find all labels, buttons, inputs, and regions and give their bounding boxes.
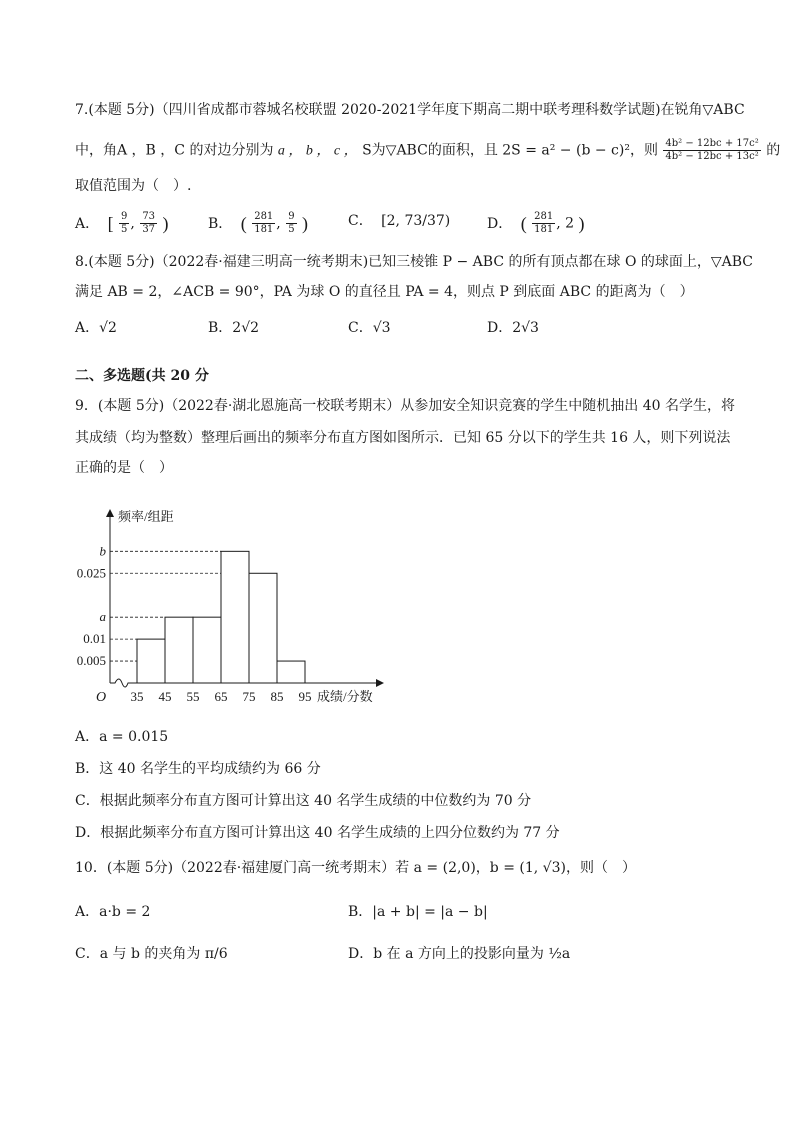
- y-tick-label-2: a: [99, 609, 106, 625]
- x-tick-label-75: 75: [242, 689, 256, 704]
- q9-option-d: D．根据此频率分布直方图可计算出这 40 名学生成绩的上四分位数约为 77 分: [75, 825, 560, 841]
- q9-option-a: A．a = 0.015: [75, 729, 169, 745]
- q7-line2-b: S为▽ABC的面积，且 2S = a² − (b − c)²，则: [362, 142, 658, 159]
- q8-option-b: B．2√2: [208, 320, 260, 336]
- q7-option-b: B． ( $\frac{281}{181}$ , $\frac{9}{5}$ ): [208, 211, 309, 235]
- q7-fraction: [663, 138, 760, 163]
- x-tick-label-95: 95: [298, 689, 312, 704]
- q10-line1: 10．(本题 5分)（2022春·福建厦门高一统考期末）若 a = (2,0)，b = (1, √3)，则（ ）: [75, 860, 636, 876]
- q8-line1: 8.(本题 5分)（2022春·福建三明高一统考期末)已知三棱锥 P − ABC 的所有顶点都在球 O 的球面上，▽ABC: [75, 254, 754, 270]
- x-tick-label-85: 85: [270, 689, 284, 704]
- q8-option-c: C．√3: [348, 320, 391, 336]
- q9-line1: 9．(本题 5分)（2022春·湖北恩施高一校联考期末）从参加安全知识竞赛的学生中随机抽出 40 名学生，将: [75, 398, 735, 414]
- q9-option-b: B．这 40 名学生的平均成绩约为 66 分: [75, 761, 321, 777]
- x-tick-label-45: 45: [158, 689, 172, 704]
- histogram-bar-35-45: [137, 639, 165, 683]
- q7-option-c-text: [2, 73/37): [381, 213, 451, 229]
- q7-line2-end: 的: [766, 142, 781, 159]
- y-axis-label: 频率/组距: [118, 509, 174, 524]
- q7-line1: 7.(本题 5分)（四川省成都市蓉城名校联盟 2020-2021学年度下期高二期中联考理科数学试题)在锐角▽ABC: [75, 102, 745, 118]
- y-tick-label-3: 0.025: [76, 565, 106, 581]
- axis-break: [110, 679, 130, 687]
- q7-frac-num: 4b² − 12bc + 17c²: [665, 138, 759, 149]
- section-heading-multi-choice: 二、多选题(共 20 分: [75, 368, 209, 384]
- q7-line2-a: 中，角A ，B ，C 的对边分别为: [75, 142, 274, 159]
- x-tick-label-35: 35: [130, 689, 144, 704]
- y-tick-label-4: b: [99, 543, 106, 559]
- q7-option-c: C． [2, 73/37): [348, 213, 451, 229]
- q7-option-a: A． [ $\frac{9}{5}$ , $\frac{73}{37}$ ): [75, 211, 169, 235]
- y-tick-label-0: 0.005: [76, 653, 106, 669]
- q8-line2: 满足 AB = 2，∠ACB = 90°，PA 为球 O 的直径且 PA = 4，则点 P 到底面 ABC 的距离为（ ）: [75, 284, 694, 300]
- origin-label: O: [96, 690, 107, 705]
- histogram-bar-55-65: [193, 617, 221, 683]
- histogram-bar-85-95: [277, 661, 305, 683]
- q10-option-d: D．b 在 a 方向上的投影向量为 ½a: [348, 946, 571, 962]
- x-tick-label-55: 55: [186, 689, 200, 704]
- q7-line3: 取值范围为（ ）.: [75, 178, 192, 194]
- q9-line3: 正确的是（ ）: [75, 460, 173, 476]
- histogram-bar-45-55: [165, 617, 193, 683]
- frequency-histogram: [75, 505, 395, 720]
- x-tick-label-65: 65: [214, 689, 228, 704]
- y-tick-label-1: 0.01: [83, 631, 106, 647]
- q9-option-c: C．根据此频率分布直方图可计算出这 40 名学生成绩的中位数约为 70 分: [75, 793, 532, 809]
- q8-option-d: D．2√3: [487, 320, 539, 336]
- q10-option-b: B．|a + b| = |a − b|: [348, 904, 488, 920]
- q7-line2: [75, 138, 780, 163]
- q10-option-a: A．a·b = 2: [75, 904, 151, 920]
- x-axis-label: 成绩/分数: [317, 689, 373, 704]
- q10-option-c: C．a 与 b 的夹角为 π/6: [75, 946, 228, 962]
- q7-frac-den: 4b² − 12bc + 13c²: [665, 151, 759, 162]
- q8-option-a: A．√2: [75, 320, 117, 336]
- q9-line2: 其成绩（均为整数）整理后画出的频率分布直方图如图所示．已知 65 分以下的学生共 16 人，则下列说法: [75, 430, 731, 446]
- q7-option-d: D． ( $\frac{281}{181}$ , 2 ): [487, 211, 585, 235]
- q7-line2-vars: a ， b ， c ，: [277, 143, 358, 159]
- histogram-bar-75-85: [249, 573, 277, 683]
- histogram-bar-65-75: [221, 551, 249, 683]
